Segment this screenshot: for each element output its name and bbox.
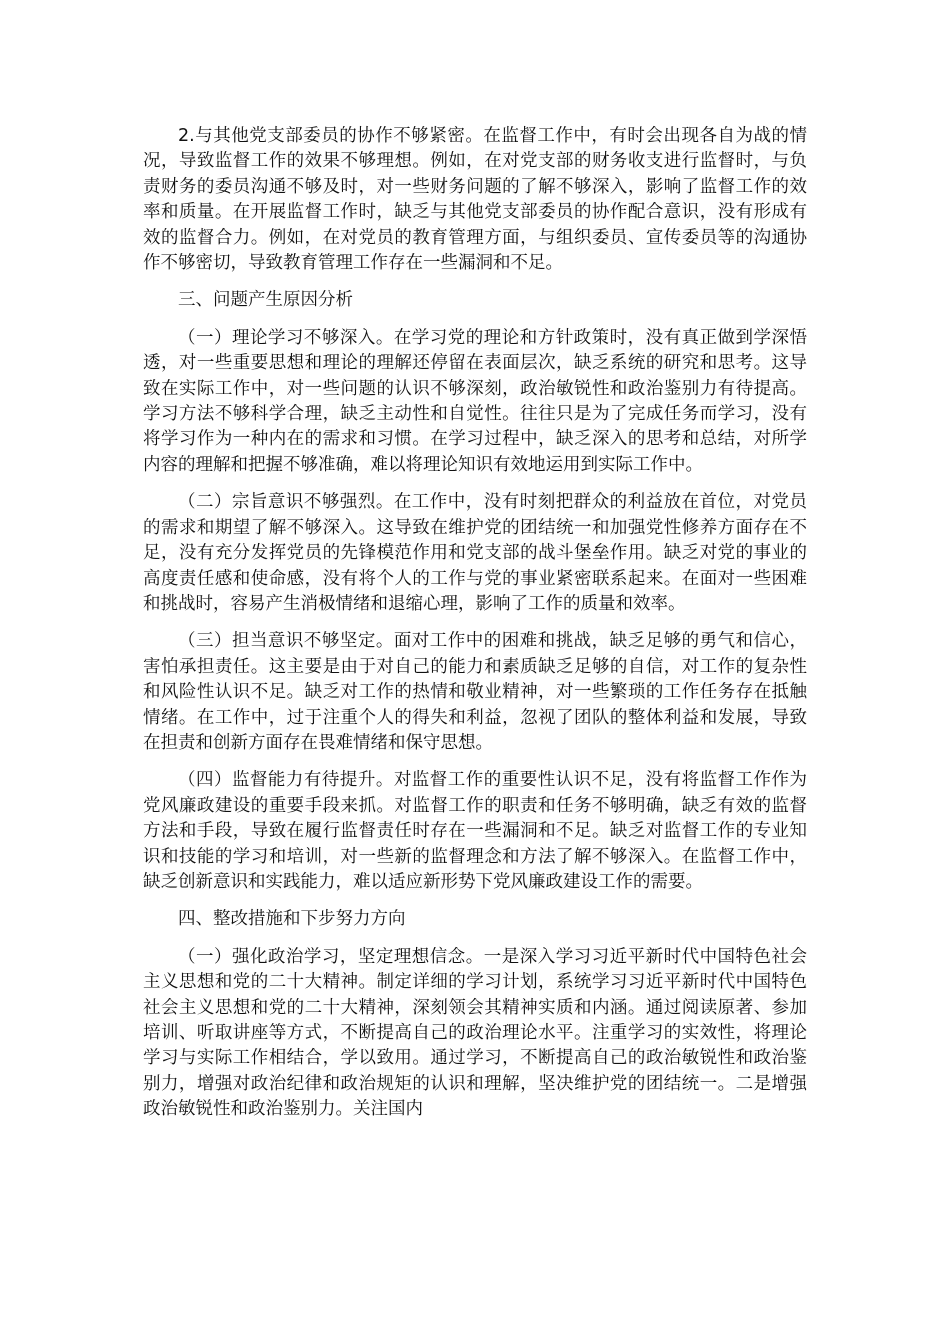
paragraph-supervision-collaboration: 2.与其他党支部委员的协作不够紧密。在监督工作中，有时会出现各自为战的情况，导致监督工作的效果不够理想。例如，在对党支部的财务收支进行监督时，与负责财务的委员沟通不够及时，对一些财务问题的了解不够深入，影响了监督工作的效率和质量。在开展监督工作时，缺乏与其他党支部委员的协作配合意识，没有形成有效的监督合力。例如，在对党员的教育管理方面，与组织委员、宣传委员等的沟通协作不够密切，导致教育管理工作存在一些漏洞和不足。 bbox=[143, 126, 807, 274]
paragraph-purpose-awareness: （二）宗旨意识不够强烈。在工作中，没有时刻把群众的利益放在首位，对党员的需求和期望了解不够深入。这导致在维护党的团结统一和加强党性修养方面存在不足，没有充分发挥党员的先锋模范作用和党支部的战斗堡垒作用。缺乏对党的事业的高度责任感和使命感，没有将个人的工作与党的事业紧密联系起来。在面对一些困难和挑战时，容易产生消极情绪和退缩心理，影响了工作的质量和效率。 bbox=[143, 492, 807, 614]
paragraph-political-study: （一）强化政治学习，坚定理想信念。一是深入学习习近平新时代中国特色社会主义思想和党的二十大精神。制定详细的学习计划，系统学习习近平新时代中国特色社会主义思想和党的二十大精神，深刻领会其精神实质和内涵。通过阅读原著、参加培训、听取讲座等方式，不断提高自己的政治理论水平。注重学习的实效性，将理论学习与实际工作相结合，学以致用。通过学习，不断提高自己的政治敏锐性和政治鉴别力，增强对政治纪律和政治规矩的认识和理解，坚决维护党的团结统一。二是增强政治敏锐性和政治鉴别力。关注国内 bbox=[143, 946, 807, 1120]
section-heading-rectification-measures: 四、整改措施和下步努力方向 bbox=[178, 909, 406, 930]
paragraph-supervision-ability: （四）监督能力有待提升。对监督工作的重要性认识不足，没有将监督工作作为党风廉政建设的重要手段来抓。对监督工作的职责和任务不够明确，缺乏有效的监督方法和手段，导致在履行监督责任时存在一些漏洞和不足。缺乏对监督工作的专业知识和技能的学习和培训，对一些新的监督理念和方法了解不够深入。在监督工作中，缺乏创新意识和实践能力，难以适应新形势下党风廉政建设工作的需要。 bbox=[143, 770, 807, 892]
paragraph-theory-study: （一）理论学习不够深入。在学习党的理论和方针政策时，没有真正做到学深悟透，对一些重要思想和理论的理解还停留在表面层次，缺乏系统的研究和思考。这导致在实际工作中，对一些问题的认识不够深刻，政治敏锐性和政治鉴别力有待提高。学习方法不够科学合理，缺乏主动性和自觉性。往往只是为了完成任务而学习，没有将学习作为一种内在的需求和习惯。在学习过程中，缺乏深入的思考和总结，对所学内容的理解和把握不够准确，难以将理论知识有效地运用到实际工作中。 bbox=[143, 327, 807, 475]
section-heading-cause-analysis: 三、问题产生原因分析 bbox=[178, 290, 353, 311]
document-body bbox=[143, 124, 807, 1135]
paragraph-responsibility-awareness: （三）担当意识不够坚定。面对工作中的困难和挑战，缺乏足够的勇气和信心，害怕承担责任。这主要是由于对自己的能力和素质缺乏足够的自信，对工作的复杂性和风险性认识不足。缺乏对工作的热情和敬业精神，对一些繁琐的工作任务存在抵触情绪。在工作中，过于注重个人的得失和利益，忽视了团队的整体利益和发展，导致在担责和创新方面存在畏难情绪和保守思想。 bbox=[143, 631, 807, 753]
